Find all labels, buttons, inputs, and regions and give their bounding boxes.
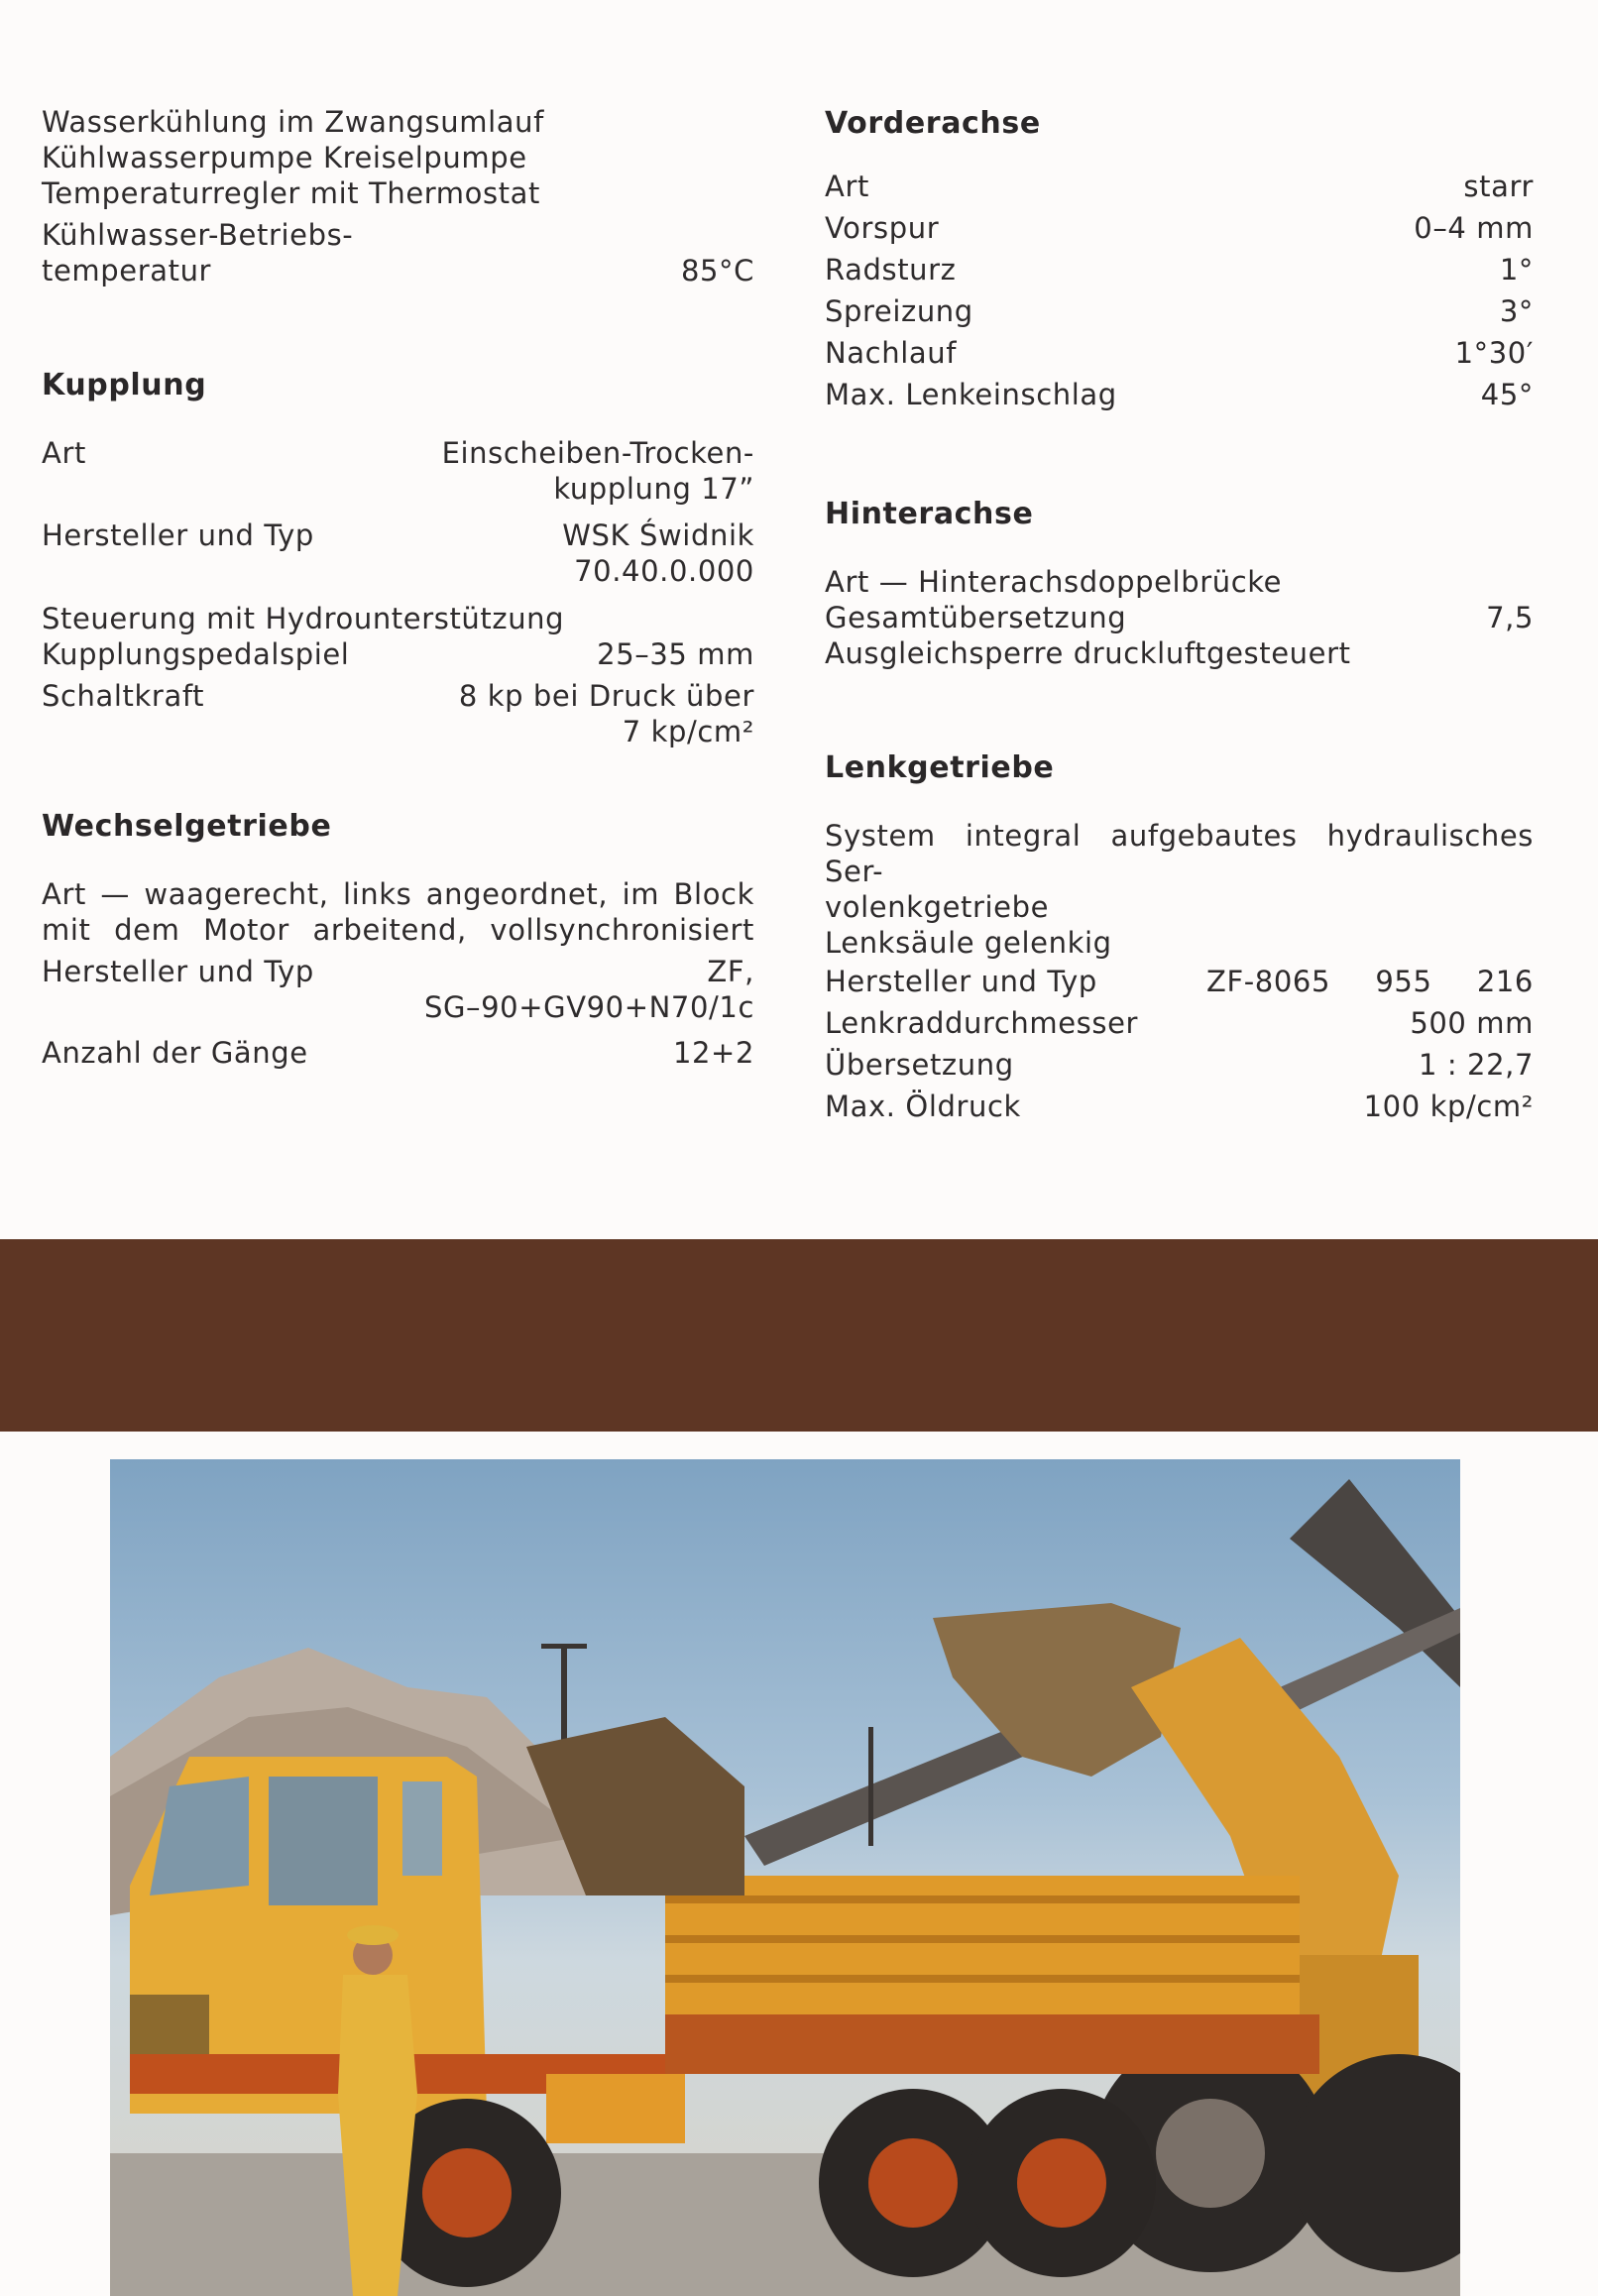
vorderachse-value: 1° bbox=[1499, 253, 1534, 287]
lenk-ueber-row bbox=[825, 1044, 1534, 1086]
coolant-temp-row bbox=[42, 253, 754, 288]
kupplung-heading: Kupplung bbox=[42, 368, 207, 402]
vorderachse-row bbox=[825, 332, 1534, 374]
hinterachse-ueber-label: Gesamtübersetzung bbox=[825, 601, 1127, 634]
vorderachse-section bbox=[825, 104, 1534, 415]
lenk-typ-row bbox=[825, 961, 1534, 1002]
wechsel-gaenge-row bbox=[42, 1035, 754, 1071]
lenkgetriebe-heading: Lenkgetriebe bbox=[825, 750, 1055, 785]
coolant-temp-label-2: temperatur bbox=[42, 254, 212, 287]
vorderachse-label: Vorspur bbox=[825, 211, 940, 245]
kupplung-pedal-value: 25–35 mm bbox=[597, 637, 754, 671]
vorderachse-row bbox=[825, 166, 1534, 207]
hinterachse-ueber-value: 7,5 bbox=[1486, 601, 1534, 634]
kupplung-art-row bbox=[42, 435, 754, 507]
coolant-temp-value: 85°C bbox=[680, 254, 754, 287]
wechsel-art-line-1: Art — waagerecht, links angeordnet, im Block bbox=[42, 877, 754, 911]
kupplung-hersteller-row bbox=[42, 517, 754, 589]
wechsel-hersteller-value: ZF, SG–90+GV90+N70/1c bbox=[423, 955, 754, 1024]
vorderachse-label: Nachlauf bbox=[825, 336, 958, 370]
vorderachse-row bbox=[825, 249, 1534, 290]
wechsel-gaenge-value: 12+2 bbox=[672, 1036, 754, 1070]
lenk-rad-label: Lenkraddurchmesser bbox=[825, 1006, 1139, 1040]
hinterachse-sperre: Ausgleichsperre druckluftgesteuert bbox=[825, 636, 1351, 670]
vorderachse-row bbox=[825, 374, 1534, 415]
vorderachse-label: Radsturz bbox=[825, 253, 957, 287]
kupplung-schalt-label: Schaltkraft bbox=[42, 679, 205, 713]
kupplung-art-value: Einscheiben-Trocken- kupplung 17” bbox=[441, 436, 754, 506]
vorderachse-label: Spreizung bbox=[825, 294, 973, 328]
wechsel-hersteller-row bbox=[42, 954, 754, 1025]
hinterachse-art: Art — Hinterachsdoppelbrücke bbox=[825, 565, 1283, 599]
wechselgetriebe-heading: Wechselgetriebe bbox=[42, 809, 332, 844]
truck-photo-illustration bbox=[110, 1459, 1460, 2296]
cooling-line-1: Wasserkühlung im Zwangsumlauf bbox=[42, 105, 544, 139]
vorderachse-value: 0–4 mm bbox=[1414, 211, 1534, 245]
hinterachse-ueber-row bbox=[825, 600, 1534, 635]
kupplung-schalt-row bbox=[42, 678, 754, 749]
lenk-oel-row bbox=[825, 1086, 1534, 1127]
lenk-typ-number-1: 955 bbox=[1375, 965, 1432, 998]
kupplung-hersteller-label: Hersteller und Typ bbox=[42, 518, 314, 552]
vorderachse-row bbox=[825, 207, 1534, 249]
right-column bbox=[825, 104, 1534, 1127]
wechsel-gaenge-label: Anzahl der Gänge bbox=[42, 1036, 308, 1070]
kupplung-hersteller-value: WSK Świdnik 70.40.0.000 bbox=[562, 518, 754, 588]
lenk-oel-value: 100 kp/cm² bbox=[1363, 1090, 1534, 1123]
cooling-line-2: Kühlwasserpumpe Kreiselpumpe bbox=[42, 141, 527, 174]
vorderachse-heading: Vorderachse bbox=[825, 106, 1041, 141]
left-column bbox=[42, 104, 754, 1071]
vorderachse-value: 1°30′ bbox=[1454, 336, 1534, 370]
vorderachse-value: 45° bbox=[1480, 378, 1534, 411]
lenk-typ-number-2: 216 bbox=[1476, 965, 1534, 998]
lenk-typ-model: ZF-8065 bbox=[1206, 965, 1331, 998]
kupplung-steuerung: Steuerung mit Hydrounterstützung bbox=[42, 602, 565, 635]
hinterachse-heading: Hinterachse bbox=[825, 497, 1034, 531]
lenk-oel-label: Max. Öldruck bbox=[825, 1090, 1021, 1123]
lenk-rad-value: 500 mm bbox=[1410, 1006, 1534, 1040]
wechselgetriebe-section bbox=[42, 807, 754, 1071]
lenk-typ-values bbox=[1206, 961, 1534, 1002]
lenk-rad-row bbox=[825, 1002, 1534, 1044]
lenk-typ-label: Hersteller und Typ bbox=[825, 965, 1097, 998]
wechsel-art-line-2: mit dem Motor arbeitend, vollsynchronisiert bbox=[42, 913, 754, 947]
cooling-line-3: Temperaturregler mit Thermostat bbox=[42, 176, 541, 210]
wechsel-hersteller-label: Hersteller und Typ bbox=[42, 955, 314, 988]
vorderachse-row bbox=[825, 290, 1534, 332]
lenk-system-line-1: System integral aufgebautes hydraulisches Ser- bbox=[825, 819, 1534, 888]
kupplung-schalt-value: 8 kp bei Druck über 7 kp/cm² bbox=[458, 679, 754, 748]
lenk-ueber-label: Übersetzung bbox=[825, 1048, 1014, 1082]
cooling-section bbox=[42, 104, 754, 288]
kupplung-pedal-label: Kupplungspedalspiel bbox=[42, 637, 350, 671]
lenk-system-line-2: volenkgetriebe bbox=[825, 890, 1050, 924]
kupplung-section bbox=[42, 366, 754, 749]
vorderachse-label: Art bbox=[825, 170, 869, 203]
lenk-ueber-value: 1 : 22,7 bbox=[1418, 1048, 1534, 1082]
hinterachse-section bbox=[825, 495, 1534, 671]
vorderachse-value: 3° bbox=[1499, 294, 1534, 328]
lenk-saeule: Lenksäule gelenkig bbox=[825, 926, 1112, 960]
kupplung-pedal-row bbox=[42, 636, 754, 672]
lenkgetriebe-section bbox=[825, 748, 1534, 1127]
vorderachse-value: starr bbox=[1463, 170, 1534, 203]
vorderachse-label: Max. Lenkeinschlag bbox=[825, 378, 1117, 411]
coolant-temp-label-1: Kühlwasser-Betriebs- bbox=[42, 218, 354, 252]
vorderachse-rows bbox=[825, 166, 1534, 415]
brown-divider-band bbox=[0, 1239, 1598, 1432]
truck-photo bbox=[110, 1459, 1460, 2296]
kupplung-art-label: Art bbox=[42, 436, 86, 470]
